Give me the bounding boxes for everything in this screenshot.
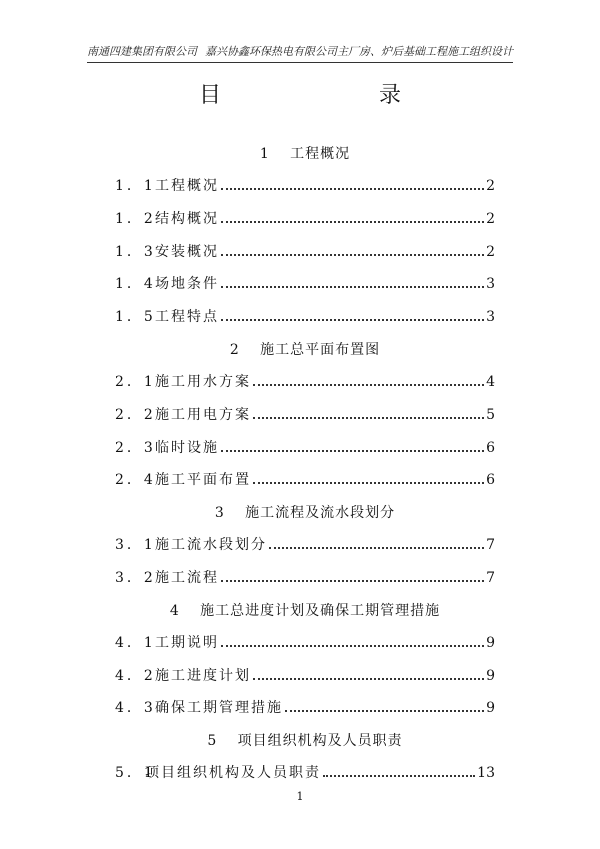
toc-leader-dots [253,417,484,419]
toc-entry-number: 4．3 [115,700,156,717]
toc-entry-label: 结构概况 [155,210,219,227]
toc-entry-label: 工期说明 [155,634,219,651]
toc-entry-line [155,664,495,688]
toc-entry-number: 3．1 [115,537,156,554]
toc-entry-line [155,631,495,655]
toc-entry-number: 2．2 [115,406,156,423]
toc-entry-page: 7 [486,537,495,554]
toc-entry-number: 4．1 [115,634,156,651]
toc-entry-line [155,174,495,198]
toc-entry[interactable] [115,696,495,729]
header-company: 南通四建集团有限公司 [87,45,197,58]
toc-entry-number: 2．4 [115,472,156,489]
toc-entry[interactable] [115,566,495,599]
toc-entry-label: 场地条件 [155,276,219,293]
toc-entry-number: 3．2 [115,569,156,586]
toc-entry-page: 7 [486,569,495,586]
toc-entry-line [155,533,495,557]
toc-leader-dots [221,450,484,452]
toc-entry-line [155,566,495,590]
toc-leader-dots [253,482,484,484]
toc-entry-page: 13 [477,765,495,782]
toc-entry-line [155,305,495,329]
table-of-contents [115,142,495,794]
toc-entry-number: 5．1 [115,765,156,782]
toc-entry-number: 1．4 [115,276,156,293]
toc-entry-page: 4 [486,373,495,390]
toc-section-heading: 4 施工总进度计划及确保工期管理措施 [169,602,441,619]
toc-entry-label: 施工平面布置 [155,472,251,489]
toc-entry[interactable] [115,664,495,697]
toc-leader-dots [323,775,475,777]
toc-title: 目 录 [198,83,469,108]
toc-entry-label: 工程特点 [155,309,219,326]
page-header [87,40,513,63]
toc-leader-dots [221,645,484,647]
toc-leader-dots [253,678,484,680]
toc-entry-line [155,370,495,394]
toc-entry-page: 3 [486,309,495,326]
toc-entry-label: 项目组织机构及人员职责 [145,765,321,782]
toc-entry-label: 施工流程 [155,569,219,586]
toc-leader-dots [221,319,484,321]
toc-entry-label: 临时设施 [155,439,219,456]
toc-leader-dots [285,710,484,712]
toc-entry[interactable] [115,533,495,566]
toc-entry-label: 施工用水方案 [155,373,251,390]
toc-entry-page: 9 [486,634,495,651]
toc-entry-number: 1．1 [115,178,156,194]
toc-entry-line [155,240,495,264]
toc-entry[interactable] [115,240,495,273]
toc-entry-label: 施工进度计划 [155,667,251,684]
toc-entry-page: 2 [486,243,495,260]
page-number: 1 [296,790,304,803]
toc-entry-number: 2．1 [115,373,156,390]
toc-section-heading: 3 施工流程及流水段划分 [214,505,396,522]
toc-section-heading: 1 工程概况 [259,146,351,162]
toc-leader-dots [221,188,484,190]
toc-entry-page: 5 [486,406,495,423]
toc-entry-page: 9 [486,667,495,684]
toc-entry-line [155,436,495,460]
toc-section-heading: 2 施工总平面布置图 [229,341,381,358]
toc-entry[interactable] [115,468,495,501]
toc-entry-label: 确保工期管理措施 [155,700,283,717]
toc-entry[interactable] [115,436,495,469]
toc-leader-dots [253,384,484,386]
toc-entry-page: 9 [486,700,495,717]
toc-entry-page: 6 [486,439,495,456]
toc-entry-number: 1．5 [115,309,156,326]
toc-leader-dots [221,580,484,582]
toc-entry[interactable] [115,272,495,305]
toc-entry-page: 2 [486,178,495,194]
toc-entry[interactable] [115,370,495,403]
toc-leader-dots [269,547,484,549]
toc-entry-label: 施工用电方案 [155,406,251,423]
toc-entry-number: 4．2 [115,667,156,684]
toc-entry[interactable] [115,631,495,664]
toc-leader-dots [221,286,484,288]
toc-entry[interactable] [115,403,495,436]
toc-entry-page: 2 [486,210,495,227]
toc-entry-number: 2．3 [115,439,156,456]
toc-entry-line [155,403,495,427]
toc-entry-page: 6 [486,472,495,489]
toc-entry[interactable] [115,207,495,240]
toc-entry[interactable] [115,305,495,338]
toc-entry-page: 3 [486,276,495,293]
toc-entry-label: 工程概况 [155,178,219,194]
toc-entry-line [145,761,495,785]
toc-leader-dots [221,254,484,256]
toc-leader-dots [221,221,484,223]
toc-entry-label: 施工流水段划分 [155,537,267,554]
toc-entry-line [155,696,495,720]
toc-entry-line [155,207,495,231]
toc-entry-number: 1．3 [115,243,156,260]
toc-entry-number: 1．2 [115,210,156,227]
toc-entry-line [155,468,495,492]
toc-section-heading: 5 项目组织机构及人员职责 [207,733,403,750]
header-project-title: 嘉兴协鑫环保热电有限公司主厂房、炉后基础工程施工组织设计 [205,45,513,58]
toc-entry-label: 安装概况 [155,243,219,260]
toc-entry-line [155,272,495,296]
toc-entry[interactable] [115,174,495,207]
